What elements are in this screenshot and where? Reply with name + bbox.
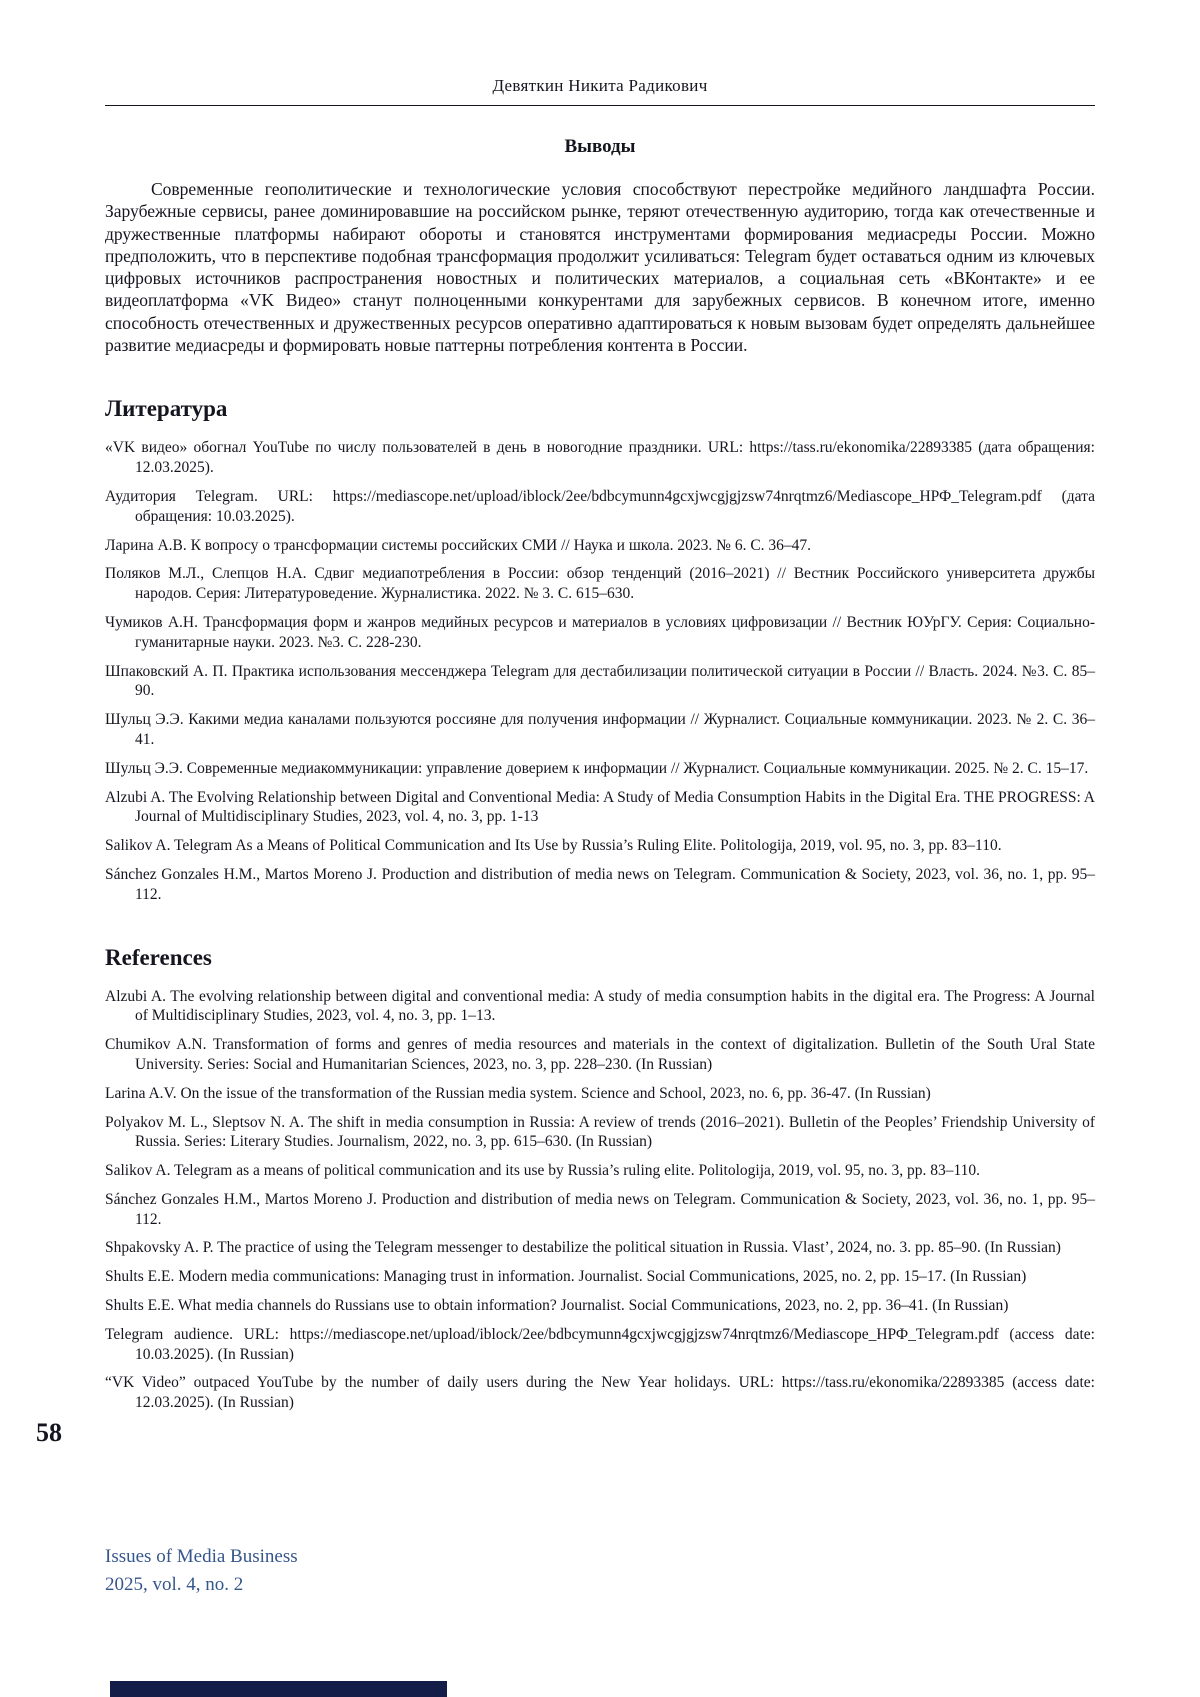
reference-item: Telegram audience. URL: https://mediascope.net/upload/iblock/2ee/bdbcymunn4gcxjwcgjgjzsw74nrqtmz6/Mediascope_НРФ_Telegram.pdf (access date: 10.03.2025). (In Russian) [105, 1325, 1095, 1363]
header-rule [105, 105, 1095, 106]
reference-item: Chumikov A.N. Transformation of forms and genres of media resources and materials in the context of digitalization. Bulletin of the South Ural State University. Series: Social and Humanitarian Sciences, 2023, no. 3, pp. 228–230. (In Russian) [105, 1036, 1095, 1073]
conclusions-heading: Выводы [564, 136, 636, 157]
footer-color-bar [110, 1681, 447, 1697]
reference-item: Salikov A. Telegram as a means of political communication and its use by Russia’s ruling elite. Politologija, 2019, vol. 95, no. 3, pp. 83–110. [105, 1162, 980, 1180]
reference-item: Shpakovsky A. P. The practice of using the Telegram messenger to destabilize the political situation in Russia. Vlast’, 2024, no. 3. pp. 85–90. (In Russian) [105, 1239, 1061, 1257]
references-list [105, 987, 1095, 1414]
literature-item: «VK видео» обогнал YouTube по числу пользователей в день в новогодние праздники. URL: https://tass.ru/ekonomika/22893385 (дата обращения: 12.03.2025). [105, 439, 1095, 477]
page-footer [105, 1543, 298, 1599]
literature-section-heading: Литература [105, 396, 228, 422]
references-section-heading: References [105, 944, 212, 970]
reference-item: Shults E.E. What media channels do Russians use to obtain information? Journalist. Social Communications, 2023, no. 2, pp. 36–41. (In Russian) [105, 1297, 1009, 1315]
literature-item: Шульц Э.Э. Современные медиакоммуникации: управление доверием к информации // Журналист. Социальные коммуникации. 2025. № 2. С. 15–17. [105, 759, 1089, 777]
running-head-author: Девяткин Никита Радикович [492, 76, 708, 95]
reference-item: Polyakov M. L., Sleptsov N. A. The shift in media consumption in Russia: A review of trends (2016–2021). Bulletin of the Peoples’ Friendship University of Russia. Series: Literary Studies. Journalism, 2022, no. 3, pp. 615–630. (In Russian) [105, 1113, 1095, 1151]
reference-item: Larina A.V. On the issue of the transformation of the Russian media system. Science and School, 2023, no. 6, pp. 36-47. (In Russian) [105, 1084, 931, 1102]
reference-item: Shults E.E. Modern media communications: Managing trust in information. Journalist. Social Communications, 2025, no. 2, pp. 15–17. (In Russian) [105, 1268, 1027, 1286]
conclusions-paragraph: Современные геополитические и технологические условия способствуют перестройке медийного ландшафта России. Зарубежные сервисы, ранее доминировавшие на российском рынке, теряют отечественную аудиторию, тогда как отечественные и дружественные платформы набирают обороты и становятся инструментами формирования медиасреды России. Можно предположить, что в перспективе подобная трансформация продолжит усиливаться: Telegram будет оставаться одним из ключевых цифровых источников распространения новостных и политических материалов, а социальная сеть «ВКонтакте» и ее видеоплатформа «VK Видео» станут полноценными конкурентами для зарубежных сервисов. В конечном итоге, именно способность отечественных и дружественных ресурсов оперативно адаптироваться к новым вызовам будет определять дальнейшее развитие медиасреды и формировать новые паттерны потребления контента в России. [105, 179, 1095, 356]
literature-item: Шульц Э.Э. Какими медиа каналами пользуются россияне для получения информации // Журналист. Социальные коммуникации. 2023. № 2. С. 36–41. [105, 711, 1095, 748]
literature-item: Salikov A. Telegram As a Means of Political Communication and Its Use by Russia’s Ruling Elite. Politologija, 2019, vol. 95, no. 3, pp. 83–110. [105, 837, 1002, 855]
literature-item: Чумиков А.Н. Трансформация форм и жанров медийных ресурсов и материалов в условиях цифровизации // Вестник ЮУрГУ. Серия: Социально-гуманитарные науки. 2023. №3. С. 228-230. [105, 613, 1095, 651]
reference-item: Sánchez Gonzales H.M., Martos Moreno J. Production and distribution of media news on Telegram. Communication & Society, 2023, vol. 36, no. 1, pp. 95–112. [105, 1190, 1095, 1228]
issue-info: 2025, vol. 4, no. 2 [105, 1574, 244, 1595]
reference-item: Alzubi A. The evolving relationship between digital and conventional media: A study of media consumption habits in the digital era. The Progress: A Journal of Multidisciplinary Studies, 2023, vol. 4, no. 3, pp. 1–13. [105, 987, 1095, 1025]
literature-item: Ларина А.В. К вопросу о трансформации системы российских СМИ // Наука и школа. 2023. № 6. С. 36–47. [105, 536, 812, 554]
literature-item: Шпаковский А. П. Практика использования мессенджера Telegram для дестабилизации политической ситуации в России // Власть. 2024. №3. С. 85–90. [105, 662, 1095, 700]
reference-item: “VK Video” outpaced YouTube by the number of daily users during the New Year holidays. URL: https://tass.ru/ekonomika/22893385 (access date: 12.03.2025). (In Russian) [105, 1374, 1095, 1412]
page-number: 58 [36, 1418, 62, 1447]
literature-item: Sánchez Gonzales H.M., Martos Moreno J. Production and distribution of media news on Telegram. Communication & Society, 2023, vol. 36, no. 1, pp. 95–112. [105, 865, 1095, 903]
page-content [105, 0, 1095, 1413]
page-header [105, 0, 1095, 106]
literature-item: Поляков М.Л., Слепцов Н.А. Сдвиг медиапотребления в России: обзор тенденций (2016–2021) // Вестник Российского университета дружбы народов. Серия: Литературоведение. Журналистика. 2022. № 3. С. 615–630. [105, 565, 1095, 603]
literature-list [105, 438, 1095, 904]
journal-name: Issues of Media Business [105, 1546, 298, 1567]
article-body [105, 136, 1095, 1413]
literature-item: Alzubi A. The Evolving Relationship between Digital and Conventional Media: A Study of Media Consumption Habits in the Digital Era. THE PROGRESS: A Journal of Multidisciplinary Studies, 2023, vol. 4, no. 3, pp. 1-13 [105, 788, 1095, 826]
literature-item: Аудитория Telegram. URL: https://mediascope.net/upload/iblock/2ee/bdbcymunn4gcxjwcgjgjzsw74nrqtmz6/Mediascope_НРФ_Telegram.pdf (дата обращения: 10.03.2025). [105, 487, 1095, 525]
